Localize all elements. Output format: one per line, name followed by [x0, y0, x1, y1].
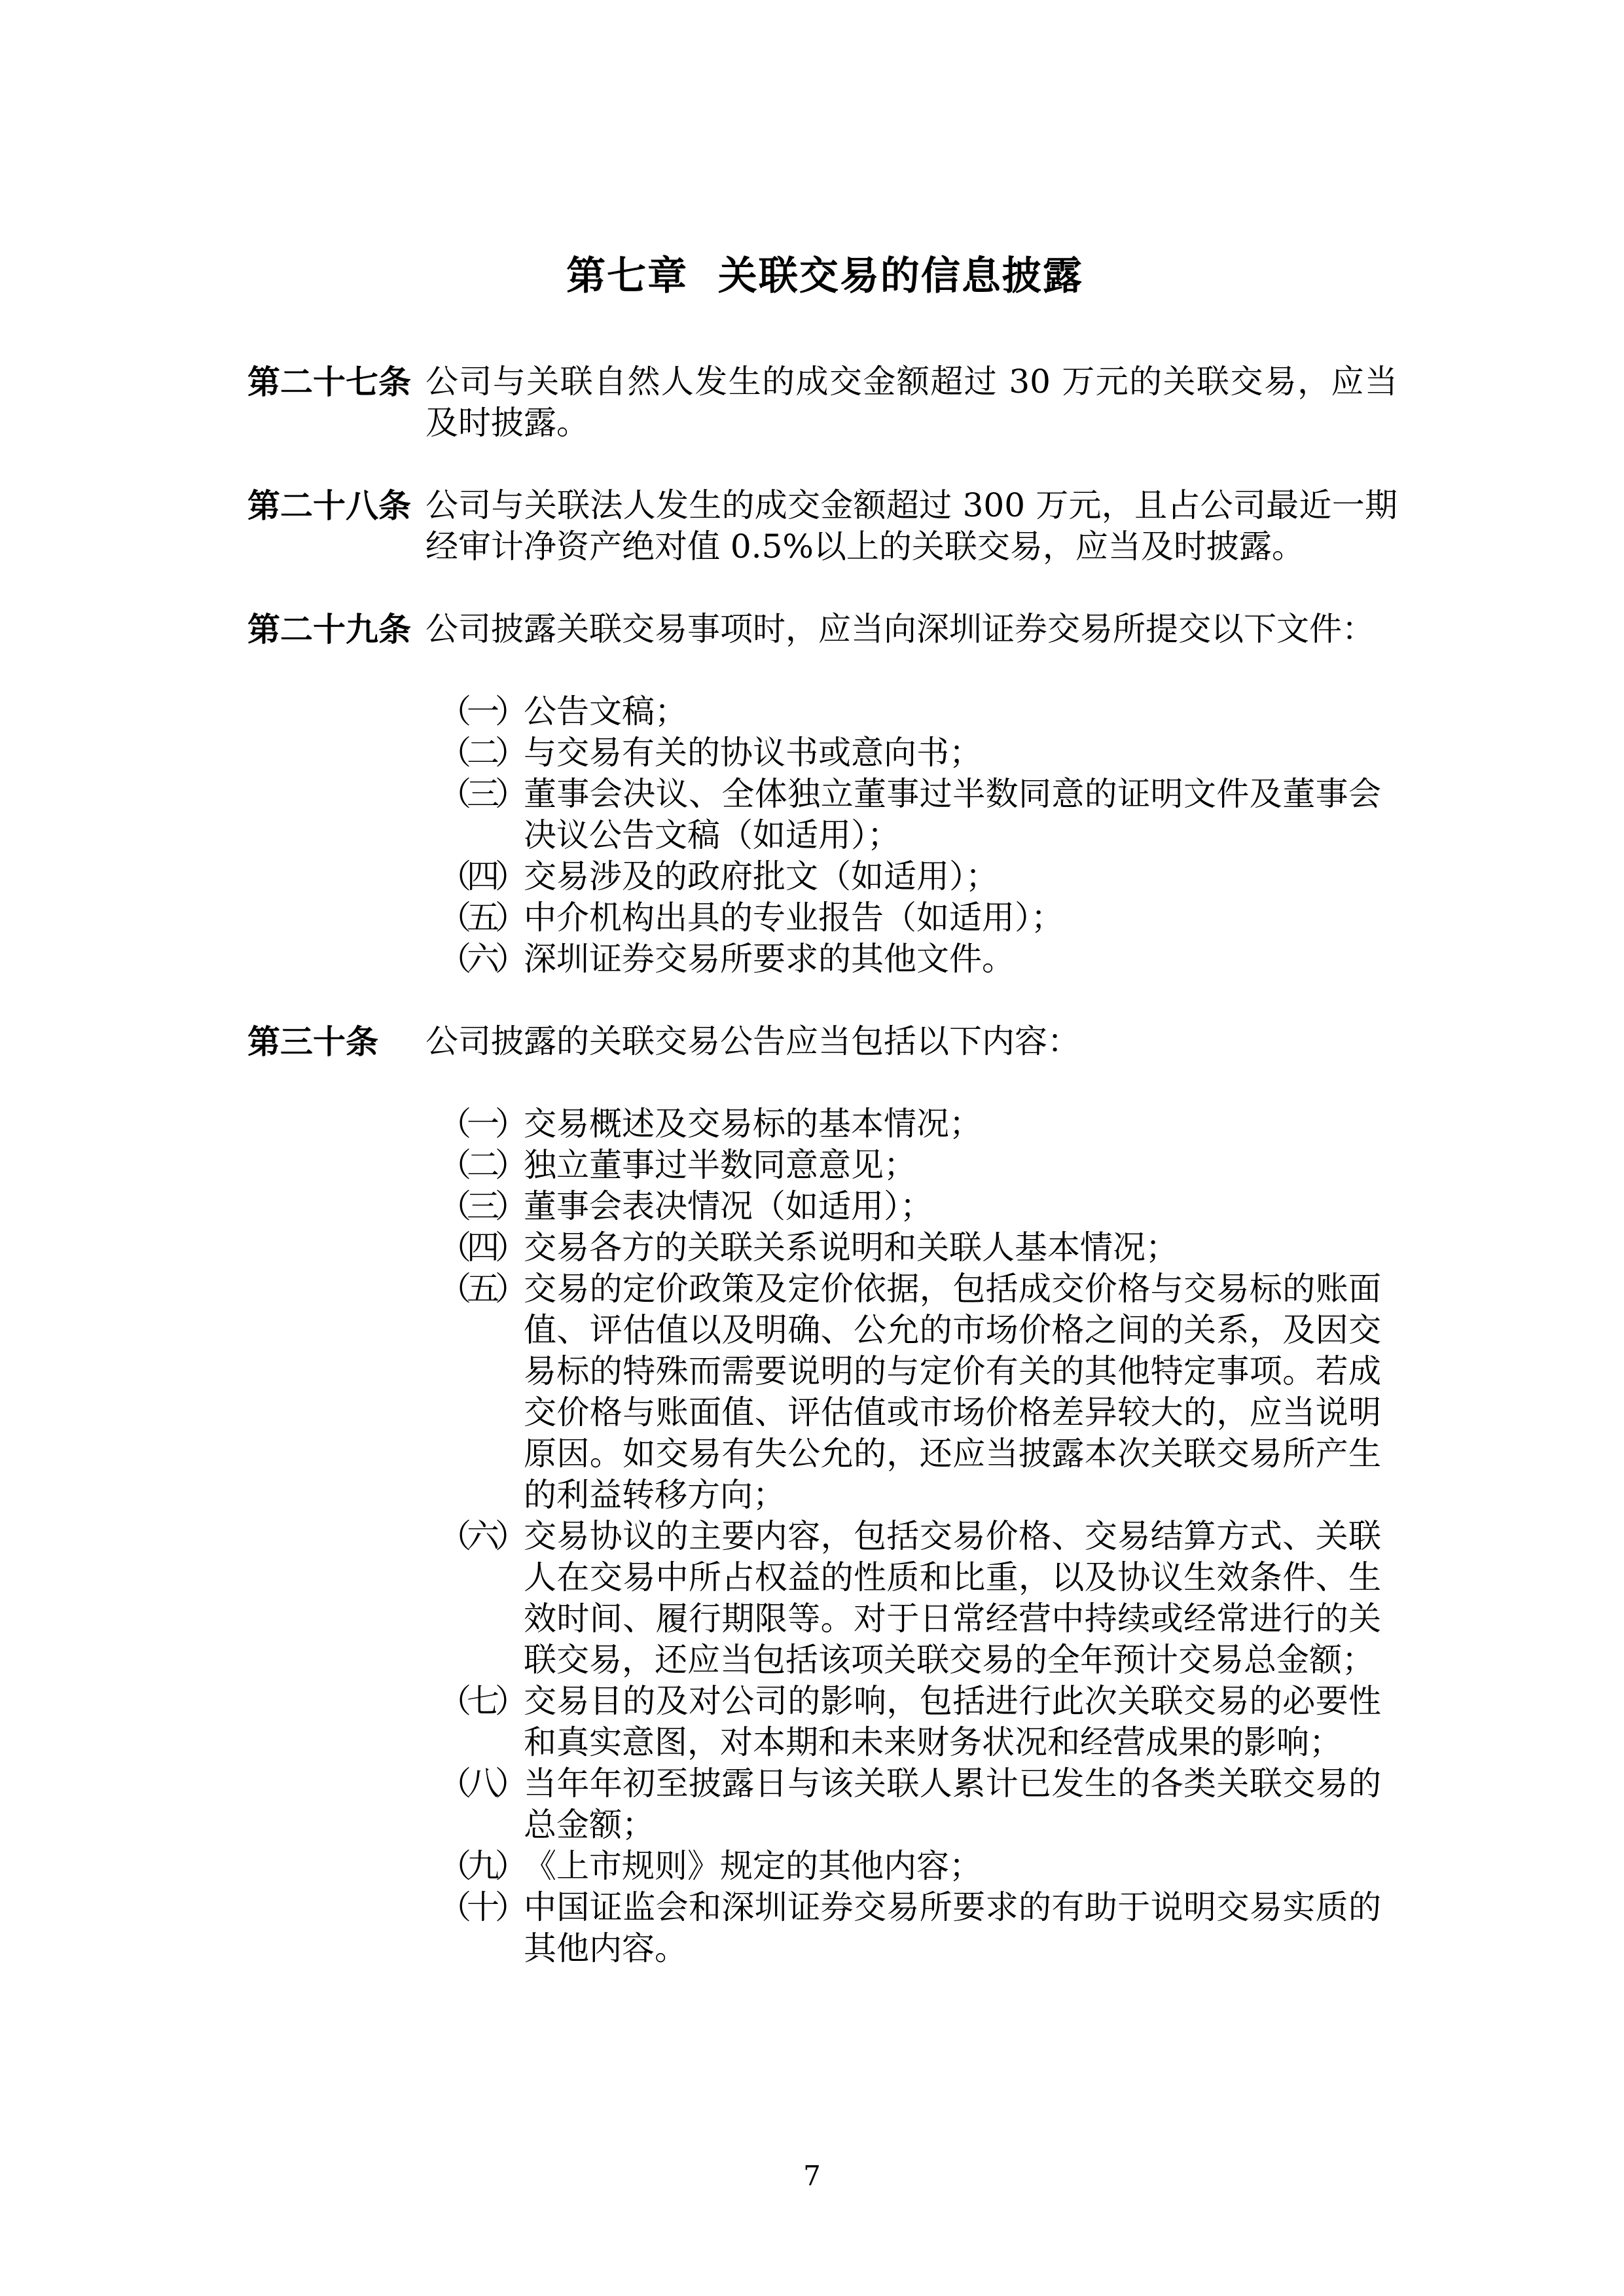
article-text: 公司披露关联交易事项时，应当向深圳证券交易所提交以下文件：: [425, 610, 1375, 648]
list-item: [247, 1846, 1381, 1887]
list-item-marker: （十）: [439, 1888, 523, 1926]
article-label: 第二十九条: [247, 610, 411, 649]
list-item-marker: （三）: [439, 775, 523, 813]
article-block: [247, 609, 1402, 980]
list-item: [247, 856, 1381, 897]
list-item-text: 交易的定价政策及定价依据，包括成交价格与交易标的账面值、评估值以及明确、公允的市场价格之间的关系，及因交易标的特殊而需要说明的与定价有关的其他特定事项。若成交价格与账面值、评估值或市场价格差异较大的，应当说明原因。如交易有失公允的，还应当披露本次关联交易所产生的利益转移方向；: [524, 1270, 1381, 1514]
list-item: [247, 691, 1381, 732]
list-item: [247, 774, 1381, 856]
list-item: [247, 732, 1381, 774]
page-number: 7: [803, 2160, 821, 2192]
list-item: [247, 1145, 1381, 1186]
list-item-text: 当年年初至披露日与该关联人累计已发生的各类关联交易的总金额；: [524, 1765, 1381, 1844]
list-item-text: 独立董事过半数同意意见；: [524, 1146, 916, 1184]
article-text: 公司与关联自然人发生的成交金额超过 30 万元的关联交易，应当及时披露。: [425, 363, 1398, 442]
article-item-list: [247, 691, 1402, 980]
list-item: [247, 1227, 1381, 1268]
list-item-text: 公告文稿；: [524, 692, 687, 730]
list-item-text: 中介机构出具的专业报告（如适用）；: [524, 899, 1064, 937]
list-item: [247, 1103, 1381, 1145]
list-item: [247, 1186, 1381, 1227]
list-item: [247, 897, 1381, 939]
article-block: [247, 361, 1402, 444]
list-item: [247, 1268, 1381, 1516]
list-item: [247, 1516, 1381, 1681]
list-item: [247, 1763, 1381, 1846]
chapter-title: 第七章 关联交易的信息披露: [566, 253, 1083, 299]
article-text: 公司披露的关联交易公告应当包括以下内容：: [425, 1022, 1080, 1060]
list-item-marker: （四）: [439, 857, 523, 895]
list-item-text: 交易协议的主要内容，包括交易价格、交易结算方式、关联人在交易中所占权益的性质和比重，以及协议生效条件、生效时间、履行期限等。对于日常经营中持续或经常进行的关联交易，还应当包括该项关联交易的全年预计交易总金额；: [524, 1517, 1381, 1679]
article-text: 公司与关联法人发生的成交金额超过 300 万元，且占公司最近一期经审计净资产绝对值 0.5%以上的关联交易，应当及时披露。: [425, 486, 1398, 565]
articles-container: [247, 361, 1402, 1969]
list-item: [247, 1681, 1381, 1763]
article-label: 第二十七条: [247, 363, 411, 401]
list-item-marker: （四）: [439, 1229, 523, 1266]
article-label: 第二十八条: [247, 486, 411, 525]
list-item-text: 与交易有关的协议书或意向书；: [524, 734, 982, 772]
list-item-marker: （二）: [439, 1146, 523, 1184]
list-item-marker: （二）: [439, 734, 523, 772]
list-item-text: 交易各方的关联关系说明和关联人基本情况；: [524, 1229, 1178, 1266]
article-block: [247, 1021, 1402, 1969]
document-content: [247, 0, 1402, 1969]
list-item-text: 《上市规则》规定的其他内容；: [524, 1847, 982, 1885]
list-item: [247, 939, 1381, 980]
list-item-marker: （八）: [439, 1765, 523, 1803]
list-item-marker: （九）: [439, 1847, 523, 1885]
list-item-marker: （一）: [439, 1105, 523, 1143]
list-item-marker: （三）: [439, 1187, 523, 1225]
list-item-text: 交易概述及交易标的基本情况；: [524, 1105, 982, 1143]
list-item-marker: （七）: [439, 1682, 523, 1720]
list-item-text: 中国证监会和深圳证券交易所要求的有助于说明交易实质的其他内容。: [524, 1888, 1381, 1967]
list-item-text: 交易目的及对公司的影响，包括进行此次关联交易的必要性和真实意图，对本期和未来财务状况和经营成果的影响；: [524, 1682, 1381, 1761]
list-item: [247, 1887, 1381, 1969]
list-item-marker: （五）: [439, 1270, 523, 1308]
article-item-list: [247, 1103, 1402, 1969]
article-label: 第三十条: [247, 1022, 378, 1061]
article-block: [247, 485, 1402, 567]
list-item-text: 深圳证券交易所要求的其他文件。: [524, 940, 1015, 978]
list-item-marker: （六）: [439, 1517, 523, 1555]
list-item-text: 董事会表决情况（如适用）；: [524, 1187, 933, 1225]
list-item-marker: （一）: [439, 692, 523, 730]
list-item-text: 董事会决议、全体独立董事过半数同意的证明文件及董事会决议公告文稿（如适用）；: [524, 775, 1381, 854]
list-item-marker: （五）: [439, 899, 523, 937]
list-item-marker: （六）: [439, 940, 523, 978]
list-item-text: 交易涉及的政府批文（如适用）；: [524, 857, 998, 895]
